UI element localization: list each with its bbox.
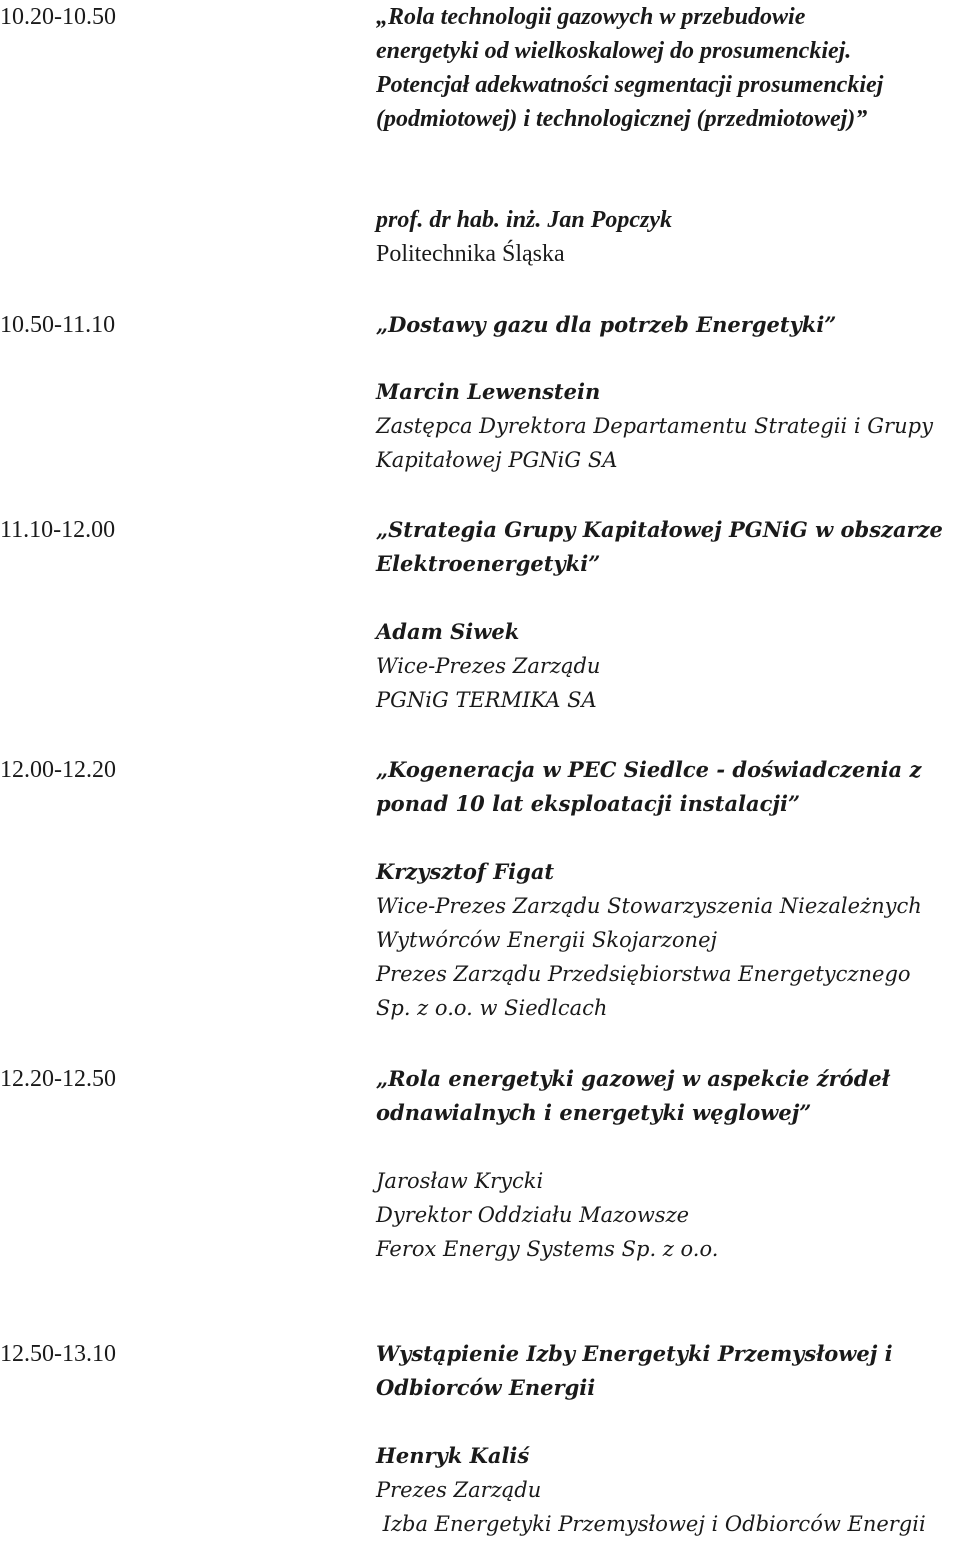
speaker-name: Jarosław Krycki xyxy=(376,1169,544,1193)
title-line: „Rola technologii gazowych w przebudowie xyxy=(376,4,806,30)
speaker-affiliation: Dyrektor Oddziału Mazowsze xyxy=(376,1203,690,1227)
session-title xyxy=(376,753,960,821)
speaker-affiliation: Wice-Prezes Zarządu xyxy=(376,654,601,678)
speaker-affiliation: Izba Energetyki Przemysłowej i Odbiorców Energii xyxy=(376,1512,926,1536)
speaker-affiliation: Wytwórców Energii Skojarzonej xyxy=(376,928,718,952)
speaker-affiliation: Sp. z o.o. w Siedlcach xyxy=(376,996,608,1020)
session-time: 12.00-12.20 xyxy=(0,757,116,783)
speaker-affiliation: Zastępca Dyrektora Departamentu Strategii i Grupy xyxy=(376,414,933,438)
speaker-affiliation: PGNiG TERMIKA SA xyxy=(376,688,597,712)
speaker-affiliation: Prezes Zarządu Przedsiębiorstwa Energetycznego xyxy=(376,962,911,986)
session-title xyxy=(376,1337,960,1405)
session-title xyxy=(376,0,960,136)
session-time: 10.50-11.10 xyxy=(0,312,116,338)
session-block xyxy=(376,308,960,342)
session-time: 11.10-12.00 xyxy=(0,517,116,543)
speaker-name: Adam Siwek xyxy=(376,619,520,644)
session-title xyxy=(376,308,960,342)
speaker-affiliation: Prezes Zarządu xyxy=(376,1478,542,1502)
title-line: Wystąpienie Izby Energetyki Przemysłowej i xyxy=(376,1341,893,1366)
session-block xyxy=(376,513,960,581)
speaker-block xyxy=(376,1164,960,1266)
speaker-name: Krzysztof Figat xyxy=(376,859,555,884)
title-line: Elektroenergetyki” xyxy=(376,551,601,576)
title-line: energetyki od wielkoskalowej do prosumenckiej. xyxy=(376,38,852,64)
speaker-name: Henryk Kaliś xyxy=(376,1443,530,1468)
session-block xyxy=(376,1337,960,1405)
speaker-block xyxy=(376,375,960,477)
title-line: „Kogeneracja w PEC Siedlce - doświadczenia z xyxy=(376,757,922,782)
speaker-name: prof. dr hab. inż. Jan Popczyk xyxy=(376,207,673,233)
title-line: „Strategia Grupy Kapitałowej PGNiG w obszarze xyxy=(376,517,943,542)
speaker-block xyxy=(376,203,960,271)
session-time: 10.20-10.50 xyxy=(0,4,116,30)
title-line: ponad 10 lat eksploatacji instalacji” xyxy=(376,791,801,816)
speaker-affiliation: Wice-Prezes Zarządu Stowarzyszenia Niezależnych xyxy=(376,894,922,918)
title-line: odnawialnych i energetyki węglowej” xyxy=(376,1100,812,1125)
speaker-affiliation: Politechnika Śląska xyxy=(376,241,565,267)
speaker-affiliation: Kapitałowej PGNiG SA xyxy=(376,448,618,472)
title-line: Potencjał adekwatności segmentacji prosumenckiej xyxy=(376,72,884,98)
title-line: Odbiorców Energii xyxy=(376,1375,596,1400)
speaker-affiliation: Ferox Energy Systems Sp. z o.o. xyxy=(376,1237,719,1261)
session-block xyxy=(376,1062,960,1130)
session-block xyxy=(376,0,960,136)
title-line: „Rola energetyki gazowej w aspekcie źródeł xyxy=(376,1066,890,1091)
title-line: „Dostawy gazu dla potrzeb Energetyki” xyxy=(376,312,837,337)
title-line: (podmiotowej) i technologicznej (przedmiotowej)” xyxy=(376,106,868,132)
session-block xyxy=(376,753,960,821)
session-time: 12.20-12.50 xyxy=(0,1066,116,1092)
speaker-block xyxy=(376,615,960,717)
session-title xyxy=(376,513,960,581)
speaker-name: Marcin Lewenstein xyxy=(376,379,601,404)
session-time: 12.50-13.10 xyxy=(0,1341,116,1367)
speaker-block xyxy=(376,855,960,1025)
speaker-block xyxy=(376,1439,960,1541)
session-title xyxy=(376,1062,960,1130)
